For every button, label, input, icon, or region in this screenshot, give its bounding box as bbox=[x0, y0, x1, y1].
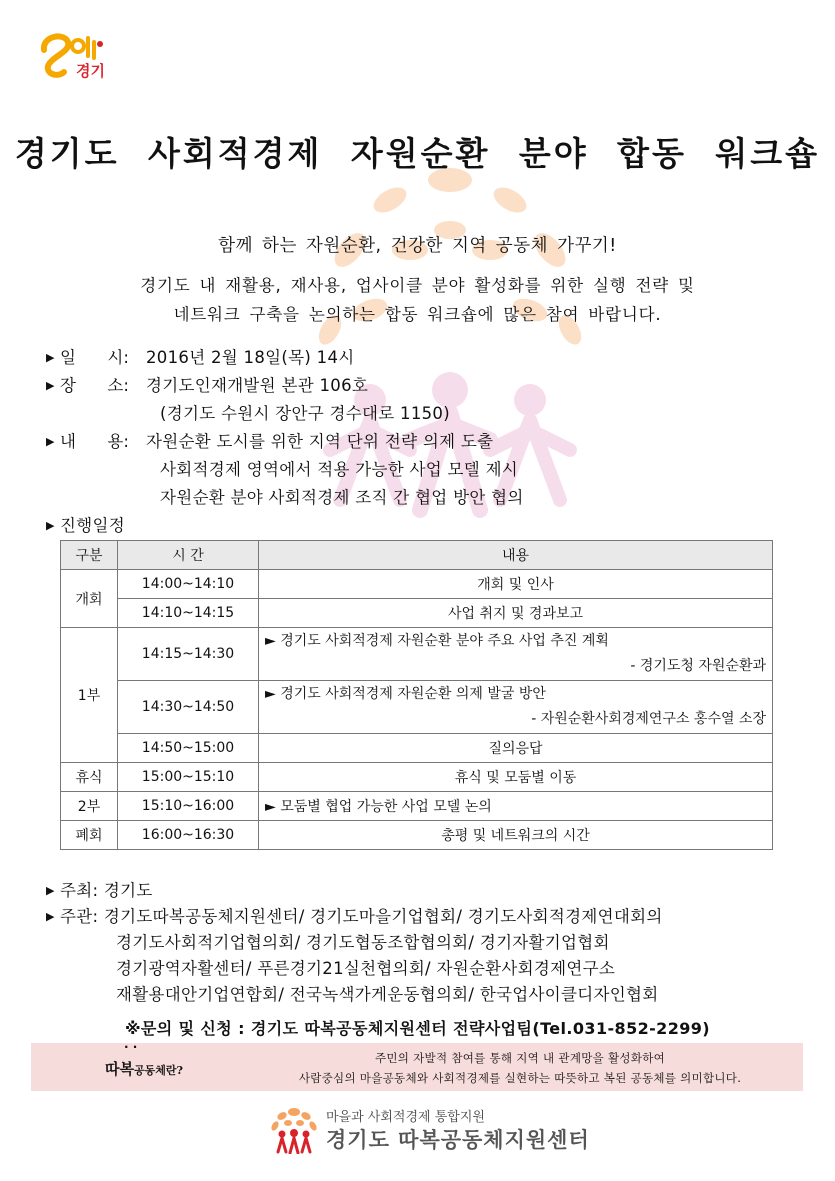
group-cell: 폐회 bbox=[61, 821, 118, 850]
emphasis-dots: · · bbox=[124, 1040, 138, 1054]
presenter: - 경기도청 자원순환과 bbox=[630, 658, 766, 674]
definition-line: 사람중심의 마을공동체와 사회적경제를 실현하는 따뜻하고 복된 공동체를 의미합니다. bbox=[298, 1071, 742, 1085]
contact-line: ※문의 및 신청 : 경기도 따복공동체지원센터 전략사업팀(Tel.031-852-2299) bbox=[124, 1019, 711, 1038]
definition-term bbox=[105, 1058, 183, 1079]
column-header: 구분 bbox=[61, 541, 118, 570]
content-cell: ► 모둠별 협업 가능한 사업 모델 논의 bbox=[259, 792, 773, 821]
content-cell: 질의응답 bbox=[259, 734, 773, 763]
time-cell: 14:10~14:15 bbox=[118, 599, 259, 628]
content-cell bbox=[259, 628, 773, 681]
organizer-line: 경기도따복공동체지원센터/ 경기도마을기업협회/ 경기도사회적경제연대회의 bbox=[103, 907, 663, 926]
intro-line: 네트워크 구축을 논의하는 합동 워크숍에 많은 참여 바랍니다. bbox=[173, 305, 662, 324]
content-cell: 사업 취지 및 경과보고 bbox=[259, 599, 773, 628]
table-row bbox=[61, 821, 773, 850]
time-cell: 16:00~16:30 bbox=[118, 821, 259, 850]
table-row bbox=[61, 599, 773, 628]
group-cell: 1부 bbox=[61, 628, 118, 763]
bullet-icon: ▶ bbox=[46, 519, 55, 532]
content-item: 자원순환 분야 사회적경제 조직 간 협업 방안 협의 bbox=[160, 488, 524, 507]
place-value: 경기도인재개발원 본관 106호 bbox=[146, 376, 369, 395]
time-cell: 14:30~14:50 bbox=[118, 681, 259, 734]
definition-line: 주민의 자발적 참여를 통해 지역 내 관계망을 활성화하여 bbox=[374, 1051, 666, 1065]
column-header: 시 간 bbox=[118, 541, 259, 570]
group-cell: 휴식 bbox=[61, 763, 118, 792]
content-cell: 휴식 및 모둠별 이동 bbox=[259, 763, 773, 792]
bullet-icon: ▶ bbox=[46, 884, 55, 897]
schedule-table bbox=[60, 540, 773, 850]
presenter: - 자원순환사회경제연구소 홍수열 소장 bbox=[531, 711, 766, 727]
table-row bbox=[61, 570, 773, 599]
table-row bbox=[61, 763, 773, 792]
table-row bbox=[61, 628, 773, 681]
group-cell: 개회 bbox=[61, 570, 118, 628]
content-cell: 개회 및 인사 bbox=[259, 570, 773, 599]
organizer-line: 재활용대안기업연합회/ 전국녹색가게운동협의회/ 한국업사이클디자인협회 bbox=[116, 985, 659, 1004]
logo-text: 경기 bbox=[76, 62, 105, 80]
time-cell: 14:15~14:30 bbox=[118, 628, 259, 681]
time-cell: 14:00~14:10 bbox=[118, 570, 259, 599]
agenda-item: ► 경기도 사회적경제 자원순환 의제 발굴 방안 bbox=[265, 686, 546, 702]
content-cell bbox=[259, 681, 773, 734]
content-item: 자원순환 도시를 위한 지역 단위 전략 의제 도출 bbox=[146, 432, 494, 451]
content-cell: 총평 및 네트워크의 시간 bbox=[259, 821, 773, 850]
organizers-row bbox=[46, 903, 663, 927]
content-item: 사회적경제 영역에서 적용 가능한 사업 모델 제시 bbox=[160, 460, 519, 479]
column-header: 내용 bbox=[259, 541, 773, 570]
subtitle: 함께 하는 자원순환, 건강한 지역 공동체 가꾸기! bbox=[218, 236, 617, 256]
organizers-label: 주관: bbox=[60, 907, 99, 926]
term-main: 따복 bbox=[105, 1060, 134, 1078]
table-row bbox=[61, 792, 773, 821]
footer-subtitle: 마을과 사회적경제 통합지원 bbox=[326, 1110, 485, 1125]
gyeonggi-logo bbox=[38, 28, 118, 88]
group-cell: 2부 bbox=[61, 792, 118, 821]
bullet-icon: ▶ bbox=[46, 351, 55, 364]
content-row bbox=[46, 428, 493, 452]
page-title: 경기도 사회적경제 자원순환 분야 합동 워크숍 bbox=[14, 134, 821, 173]
date-label: 일 시: bbox=[60, 348, 129, 367]
footer-org-name: 경기도 따복공동체지원센터 bbox=[326, 1128, 590, 1152]
place-label: 장 소: bbox=[60, 376, 129, 395]
time-cell: 14:50~15:00 bbox=[118, 734, 259, 763]
center-logo-icon bbox=[266, 1106, 322, 1154]
time-cell: 15:10~16:00 bbox=[118, 792, 259, 821]
place-row bbox=[46, 372, 368, 396]
intro-line: 경기도 내 재활용, 재사용, 업사이클 분야 활성화를 위한 실행 전략 및 bbox=[140, 276, 695, 295]
agenda-item: ► 경기도 사회적경제 자원순환 분야 주요 사업 추진 계획 bbox=[265, 633, 609, 649]
host-value: 경기도 bbox=[103, 881, 153, 900]
organizer-line: 경기광역자활센터/ 푸른경기21실천협의회/ 자원순환사회경제연구소 bbox=[116, 959, 616, 978]
host-row bbox=[46, 877, 153, 901]
table-header-row bbox=[61, 541, 773, 570]
bullet-icon: ▶ bbox=[46, 435, 55, 448]
host-label: 주최: bbox=[60, 881, 99, 900]
place-address: (경기도 수원시 장안구 경수대로 1150) bbox=[160, 404, 450, 423]
term-rest: 공동체란? bbox=[133, 1064, 183, 1077]
date-value: 2016년 2월 18일(목) 14시 bbox=[146, 348, 355, 367]
schedule-heading bbox=[46, 512, 125, 536]
content-label: 내 용: bbox=[60, 432, 129, 451]
table-row bbox=[61, 681, 773, 734]
organizer-line: 경기도사회적기업협의회/ 경기도협동조합협의회/ 경기자활기업협회 bbox=[116, 933, 610, 952]
date-row bbox=[46, 344, 354, 368]
bullet-icon: ▶ bbox=[46, 379, 55, 392]
table-row bbox=[61, 734, 773, 763]
schedule-label: 진행일정 bbox=[60, 516, 125, 535]
bullet-icon: ▶ bbox=[46, 910, 55, 923]
time-cell: 15:00~15:10 bbox=[118, 763, 259, 792]
